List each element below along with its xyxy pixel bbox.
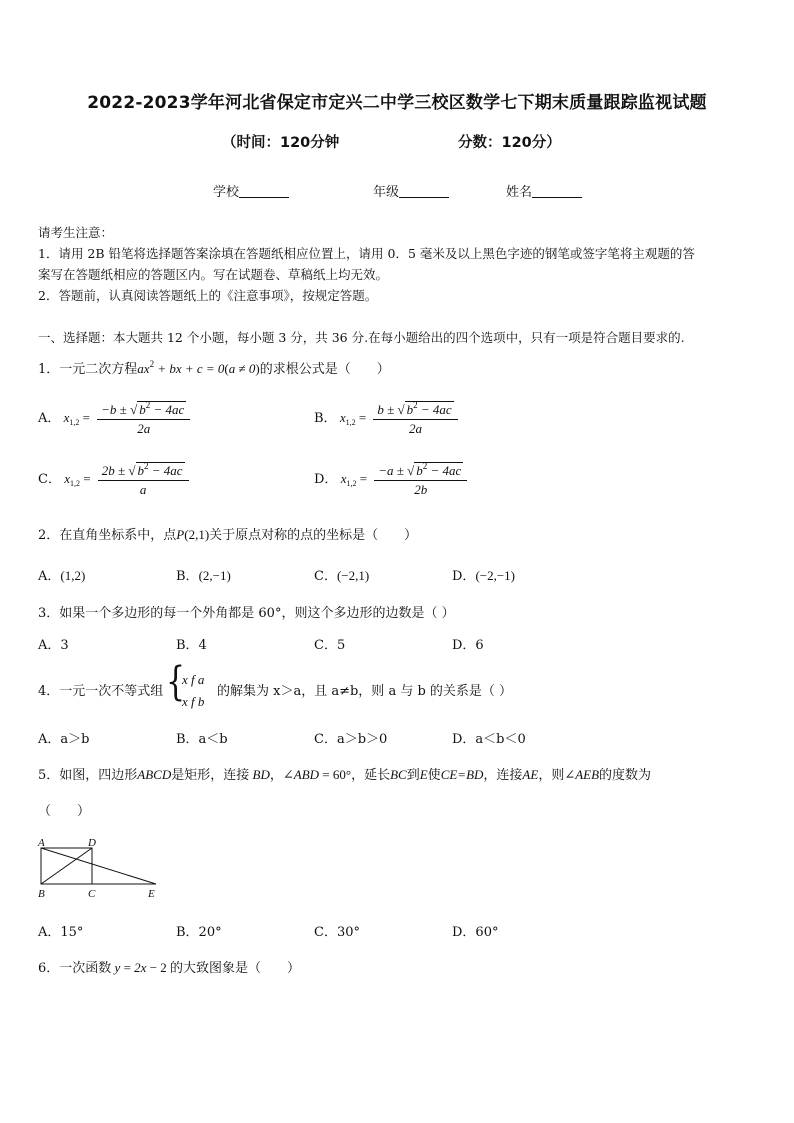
question-2 [38, 524, 417, 543]
name-label: 姓名 [506, 185, 533, 200]
q5-option-d: D．60° [452, 925, 499, 940]
q5-answer-blank: （ ） [38, 804, 91, 819]
q1-prefix: 1．一元二次方程 [38, 362, 138, 377]
q5-figure [36, 836, 162, 900]
question-5: 5．如图，四边形ABCD是矩形，连接 BD，∠ABD = 60°，延长BC到E使CE=BD，连接AE，则∠AEB的度数为 [38, 767, 652, 783]
q4-option-d: D．a＜b＜0 [452, 732, 526, 747]
q1-option-d: D． $x_{1,2}$ = $\frac{-a \pm √ b^2 - 4ac}{2b}$ [314, 461, 467, 498]
school-field [213, 181, 289, 200]
q4-brace: { [166, 658, 186, 706]
q4-option-b: B．a＜b [176, 732, 228, 747]
q3-option-d: D．6 [452, 638, 484, 653]
q1-option-b: B． $x_{1,2}$ = $\frac{b \pm √ b^2 - 4ac}{2a}$ [314, 400, 458, 437]
grade-field [373, 181, 449, 200]
q4-option-c: C．a＞b＞0 [314, 732, 388, 747]
q4-system: x f a x f b [182, 672, 205, 709]
q2-option-c: C．(−2,1) [314, 568, 370, 584]
notice-item-1: 1．请用 2B 铅笔将选择题答案涂填在答题纸相应位置上，请用 0．5 毫米及以上黑色字迹的钢笔或签字笔将主观题的答 [38, 246, 695, 261]
label-c: C [88, 888, 96, 900]
q2-option-d: D．(−2,−1) [452, 568, 516, 584]
q1-option-a: A． $x_{1,2}$ = $\frac{-b \pm √ b^2 - 4ac}{2a}$ [38, 400, 190, 437]
label-b: B [38, 888, 45, 900]
segment-bd [41, 848, 92, 884]
q1-suffix: 的求根公式是（ ） [259, 362, 390, 377]
q2-point: P(2,1) [176, 527, 210, 542]
notice-item-2: 2．答题前，认真阅读答题纸上的《注意事项》，按规定答题。 [38, 288, 378, 303]
grade-blank [399, 185, 449, 198]
grade-label: 年级 [373, 185, 400, 200]
name-blank [532, 185, 582, 198]
name-field [506, 181, 582, 200]
q4-option-a: A．a＞b [38, 732, 90, 747]
label-e: E [148, 888, 155, 900]
time-label: （时间：120分钟 [222, 135, 340, 151]
question-6: 6．一次函数 y = 2x − 2 的大致图象是（ ） [38, 960, 301, 976]
q2-suffix: 关于原点对称的点的坐标是（ ） [209, 528, 418, 543]
question-4-prefix: 4．一元一次不等式组 [38, 684, 164, 699]
q3-option-a: A．3 [38, 638, 69, 653]
notice-item-1-cont: 案写在答题纸相应的答题区内。写在试题卷、草稿纸上均无效。 [38, 267, 389, 282]
q2-option-a: A．(1,2) [38, 568, 86, 584]
q5-option-a: A．15° [38, 925, 84, 940]
q2-prefix: 2．在直角坐标系中，点 [38, 528, 177, 543]
question-1 [38, 358, 390, 377]
question-4-suffix: 的解集为 x＞a，且 a≠b，则 a 与 b 的关系是（ ） [217, 684, 513, 699]
q3-option-c: C．5 [314, 638, 346, 653]
label-d: D [88, 837, 96, 849]
segment-ae [41, 848, 156, 884]
q1-equation: $ax^2$ + bx + c = 0(a ≠ 0) [137, 359, 260, 376]
school-label: 学校 [213, 185, 240, 200]
notice-heading: 请考生注意： [38, 225, 114, 240]
q5-option-b: B．20° [176, 925, 222, 940]
exam-title: 2022-2023学年河北省保定市定兴二中学三校区数学七下期末质量跟踪监视试题 [87, 93, 707, 113]
q2-option-b: B．(2,−1) [176, 568, 231, 584]
section-heading: 一、选择题：本大题共 12 个小题，每小题 3 分，共 36 分.在每小题给出的四个选项中，只有一项是符合题目要求的. [38, 330, 685, 345]
school-blank [239, 185, 289, 198]
score-label: 分数：120分） [458, 135, 561, 151]
q3-option-b: B．4 [176, 638, 207, 653]
question-3: 3．如果一个多边形的每一个外角都是 60°，则这个多边形的边数是（ ） [38, 606, 455, 621]
q5-option-c: C．30° [314, 925, 360, 940]
label-a: A [38, 837, 45, 849]
q1-option-c: C． $x_{1,2}$ = $\frac{2b \pm √ b^2 - 4ac}{a}$ [38, 461, 189, 498]
